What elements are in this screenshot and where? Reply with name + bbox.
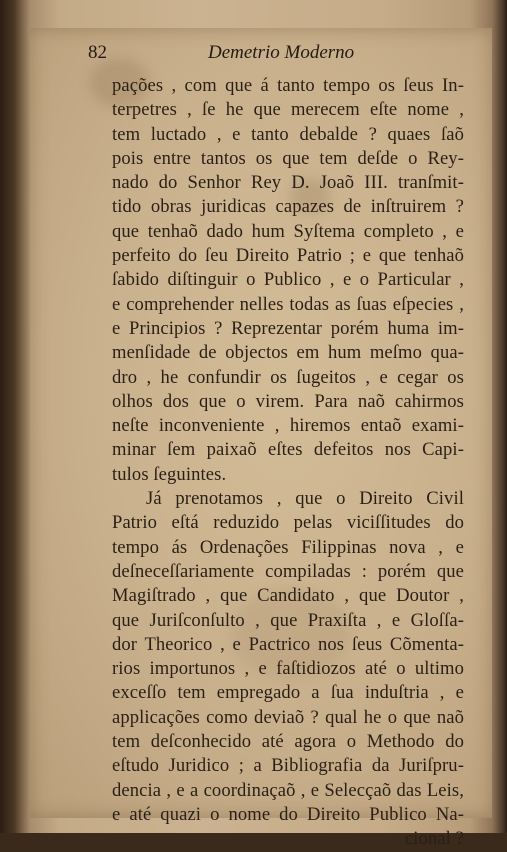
text-line: applicações como deviaõ ? qual he o que naõ [112,706,464,728]
text-line: terpetres , ſe he que merecem eſte nome , [112,99,464,121]
text-line: tido obras juridicas capazes de inſtruirem ? [112,196,464,218]
text-line: rios importunos , e faſtidiozos até o ultimo [112,658,464,680]
text-line: menſidade de objectos em hum meſmo qua- [112,342,464,364]
text-line: e Principios ? Reprezentar porém huma im- [112,317,464,339]
text-line: olhos dos que o virem. Para naõ cahirmos [112,390,464,412]
text-line: que tenhaõ dado hum Syſtema completo , e [112,220,464,242]
text-line: que Juriſconſulto , que Praxiſta , e Gloſſa- [112,609,464,631]
text-line: exceſſo tem empregado a ſua induſtria , e [112,682,464,704]
page-number: 82 [88,42,107,63]
text-line: dro , he confundir os ſugeitos , e cegar os [112,366,464,388]
text-line: eſtudo Juridico ; a Bibliografia da Juriſpru- [112,755,464,777]
text-line: minar ſem paixaõ eſtes defeitos nos Capi- [112,439,464,461]
running-head: Demetrio Moderno [208,42,355,63]
text-line: e até quazi o nome do Direito Publico Na- [112,803,464,825]
text-line: tem deſconhecido até agora o Methodo do [112,731,464,753]
text-line: tempo ás Ordenações Filippinas nova , e [112,536,464,558]
text-line: Magiſtrado , que Candidato , que Doutor , [112,585,464,607]
text-line: Patrio eſtá reduzido pelas viciſſitudes do [112,512,464,534]
text-line: neſte inconveniente , hiremos entaõ exami- [112,415,464,437]
text-line: nado do Senhor Rey D. Joaõ III. tranſmit- [112,172,464,194]
text-line: pois entre tantos os que tem deſde o Rey- [112,147,464,169]
page-header [88,42,388,70]
text-line: dencia , e a coordinaçaõ , e Selecçaõ das Leis, [112,779,464,801]
text-line: deſneceſſariamente compiladas : porém que [112,560,464,582]
text-line: ſabido diſtinguir o Publico , e o Particular , [112,269,464,291]
text-line: e comprehender nelles todas as ſuas eſpecies , [112,293,464,315]
text-line: tem luctado , e tanto debalde ? quaes ſaõ [112,123,464,145]
text-line: Já prenotamos , que o Direito Civil [146,488,464,510]
catchword: cional ? [404,828,464,850]
text-line: dor Theorico , e Pactrico nos ſeus Cõmenta- [112,633,464,655]
text-line: pações , com que á tanto tempo os ſeus In- [112,75,464,96]
text-line: tulos ſeguintes. [112,463,227,485]
body-text [112,74,464,852]
text-line: perfeito do ſeu Direito Patrio ; e que tenhaõ [112,245,464,267]
